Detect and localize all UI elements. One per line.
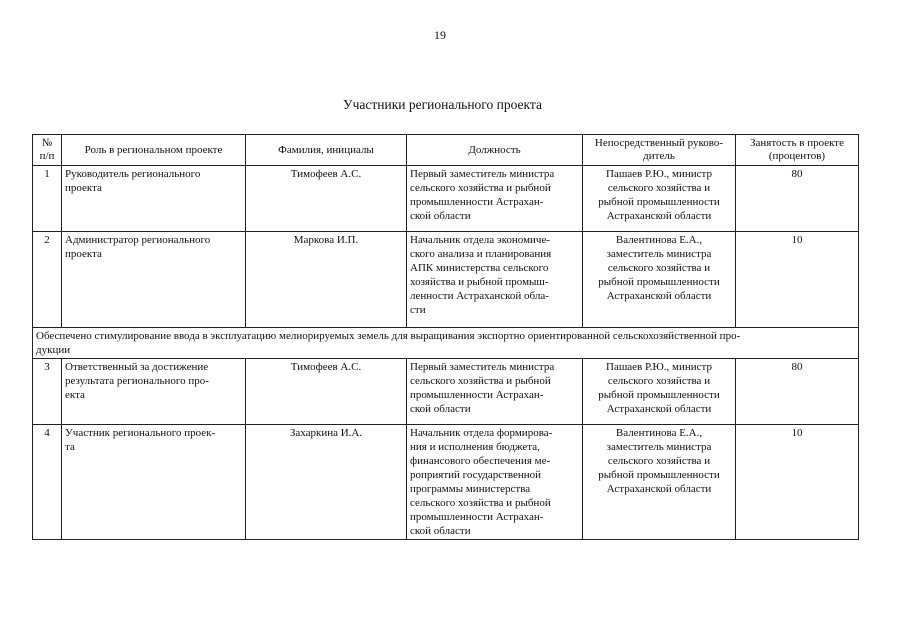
row-number: 4 — [33, 425, 62, 540]
row-employment: 80 — [736, 166, 859, 232]
row-name: Захаркина И.А. — [246, 425, 407, 540]
table-row — [33, 232, 859, 328]
row-number: 2 — [33, 232, 62, 328]
row-position: Начальник отдела формирова- ния и исполнения бюджета, финансового обеспечения ме- роприятий государственной программы министерства сельского хозяйства и рыбной промышленности Астрахан- ской области — [407, 425, 583, 540]
header-num: № п/п — [33, 135, 62, 166]
row-role: Участник регионального проек- та — [62, 425, 246, 540]
row-name: Тимофеев А.С. — [246, 166, 407, 232]
row-position: Начальник отдела экономиче- ского анализа и планирования АПК министерства сельского хозяйства и рыбной промыш- ленности Астраханской обла- сти — [407, 232, 583, 328]
participants-table — [32, 134, 859, 540]
row-employment: 10 — [736, 232, 859, 328]
row-supervisor: Валентинова Е.А., заместитель министра сельского хозяйства и рыбной промышленности Астраханской области — [583, 232, 736, 328]
header-role: Роль в региональном проекте — [62, 135, 246, 166]
row-number: 1 — [33, 166, 62, 232]
table-row — [33, 359, 859, 425]
row-position: Первый заместитель министра сельского хозяйства и рыбной промышленности Астрахан- ской области — [407, 359, 583, 425]
header-supervisor: Непосредственный руково- дитель — [583, 135, 736, 166]
row-name: Тимофеев А.С. — [246, 359, 407, 425]
page-number: 19 — [434, 28, 446, 42]
row-employment: 10 — [736, 425, 859, 540]
header-employment: Занятость в проекте (процентов) — [736, 135, 859, 166]
row-supervisor: Пашаев Р.Ю., министр сельского хозяйства и рыбной промышленности Астраханской области — [583, 359, 736, 425]
section-row — [33, 328, 859, 359]
table-row — [33, 425, 859, 540]
row-role: Администратор регионального проекта — [62, 232, 246, 328]
row-role: Ответственный за достижение результата регионального про- екта — [62, 359, 246, 425]
header-name: Фамилия, инициалы — [246, 135, 407, 166]
table-row — [33, 166, 859, 232]
row-supervisor: Пашаев Р.Ю., министр сельского хозяйства и рыбной промышленности Астраханской области — [583, 166, 736, 232]
row-name: Маркова И.П. — [246, 232, 407, 328]
row-number: 3 — [33, 359, 62, 425]
row-employment: 80 — [736, 359, 859, 425]
table-header-row — [33, 135, 859, 166]
row-position: Первый заместитель министра сельского хозяйства и рыбной промышленности Астрахан- ской области — [407, 166, 583, 232]
document-title: Участники регионального проекта — [343, 97, 542, 112]
row-supervisor: Валентинова Е.А., заместитель министра сельского хозяйства и рыбной промышленности Астраханской области — [583, 425, 736, 540]
row-role: Руководитель регионального проекта — [62, 166, 246, 232]
header-position: Должность — [407, 135, 583, 166]
section-heading: Обеспечено стимулирование ввода в эксплуатацию мелиорируемых земель для выращивания экспортно ориентированной сельскохозяйственной про- дукции — [33, 328, 859, 359]
